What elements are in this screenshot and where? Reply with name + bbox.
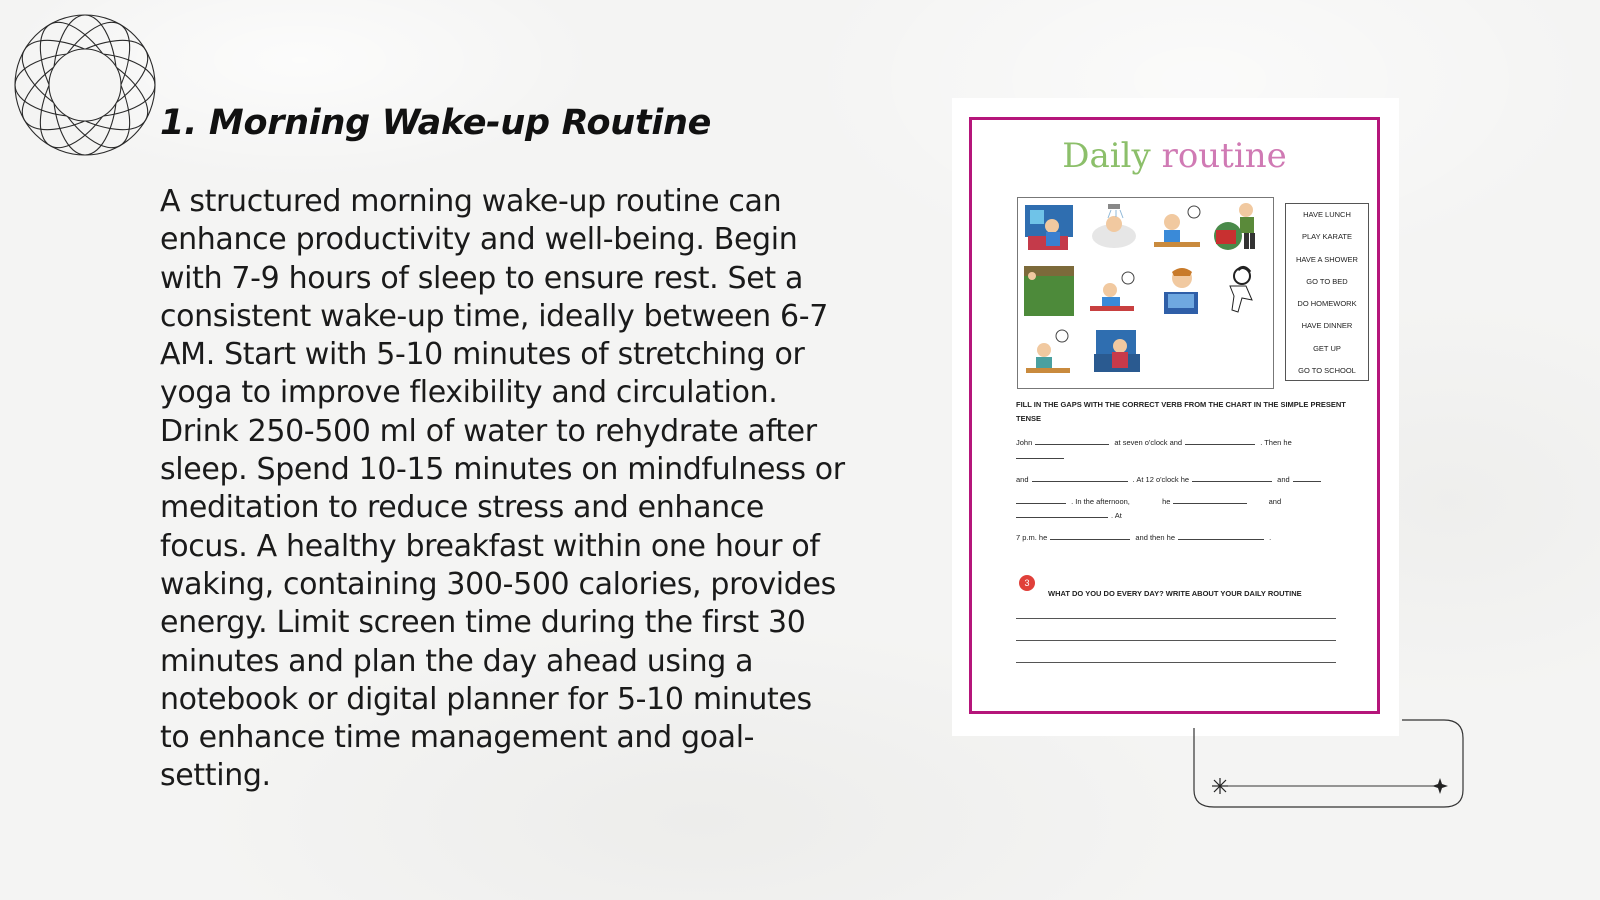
boy-eating-icon [1150,202,1204,256]
verb-item: HAVE A SHOWER [1296,254,1358,264]
slide-body-text: A structured morning wake-up routine can enhance productivity and well-being. Begin with 7-9 hours of sleep to ensure rest. Set a consistent wake-up time, ideally between 6-7 AM. Start with 5-10 minutes of stretching or yoga to improve flexibility and circulation. Drink 250-500 ml of water to rehydrate after sleep. Spend 10-15 minutes on mindfulness or meditation to reduce stress and enhance focus. A healthy breakfast within one hour of waking, containing 300-500 calories, provides energy. Limit screen time during the first 30 minutes and plan the day ahead using a notebook or digital planner for 5-10 minutes to enhance time management and goal-setting. [160,184,845,794]
worksheet-title: Daily routine [1062,136,1287,176]
gap-line: . At [1016,509,1341,520]
verb-item: PLAY KARATE [1301,232,1353,242]
verb-item: GO TO BED [1306,276,1348,286]
question-number-icon: 3 [1019,575,1035,591]
verb-item: GET UP [1313,343,1341,353]
boy-reading-icon [1154,264,1208,318]
boy-showering-icon [1086,202,1140,256]
picture-grid [1017,197,1274,389]
gap-line [1016,450,1341,461]
boy-doing-homework-icon [1086,268,1140,322]
gap-line: and . At 12 o'clock he and [1016,473,1341,484]
boy-playing-karate-icon [1022,264,1076,318]
writing-line [1016,618,1336,619]
writing-line [1016,640,1336,641]
boy-going-to-bed-icon [1090,326,1144,380]
writing-line [1016,662,1336,663]
verb-item: DO HOMEWORK [1297,299,1357,309]
verb-item: GO TO SCHOOL [1298,366,1356,376]
verb-item: HAVE DINNER [1301,321,1353,331]
boy-having-dinner-icon [1022,328,1076,382]
boy-getting-up-icon [1022,202,1076,256]
slide-title: 1. Morning Wake-up Routine [160,103,712,143]
gap-line: 7 p.m. he and then he . [1016,533,1272,542]
verb-item: HAVE LUNCH [1303,210,1351,219]
decorative-frame-icon [1192,718,1465,809]
worksheet-instruction: FILL IN THE GAPS WITH THE CORRECT VERB FROM THE CHART IN THE SIMPLE PRESENT TENSE [1016,400,1346,423]
boy-karate-kick-icon [1212,264,1266,318]
gap-line: . In the afternoon, he and [1016,495,1341,506]
decorative-orb-icon [10,10,160,160]
worksheet-image [969,117,1380,714]
boy-going-to-school-icon [1210,200,1264,254]
worksheet-question: WHAT DO YOU DO EVERY DAY? WRITE ABOUT YOUR DAILY ROUTINE [1048,589,1302,598]
verb-chart [1285,203,1369,381]
gap-line: John at seven o'clock and . Then he [1016,438,1292,447]
